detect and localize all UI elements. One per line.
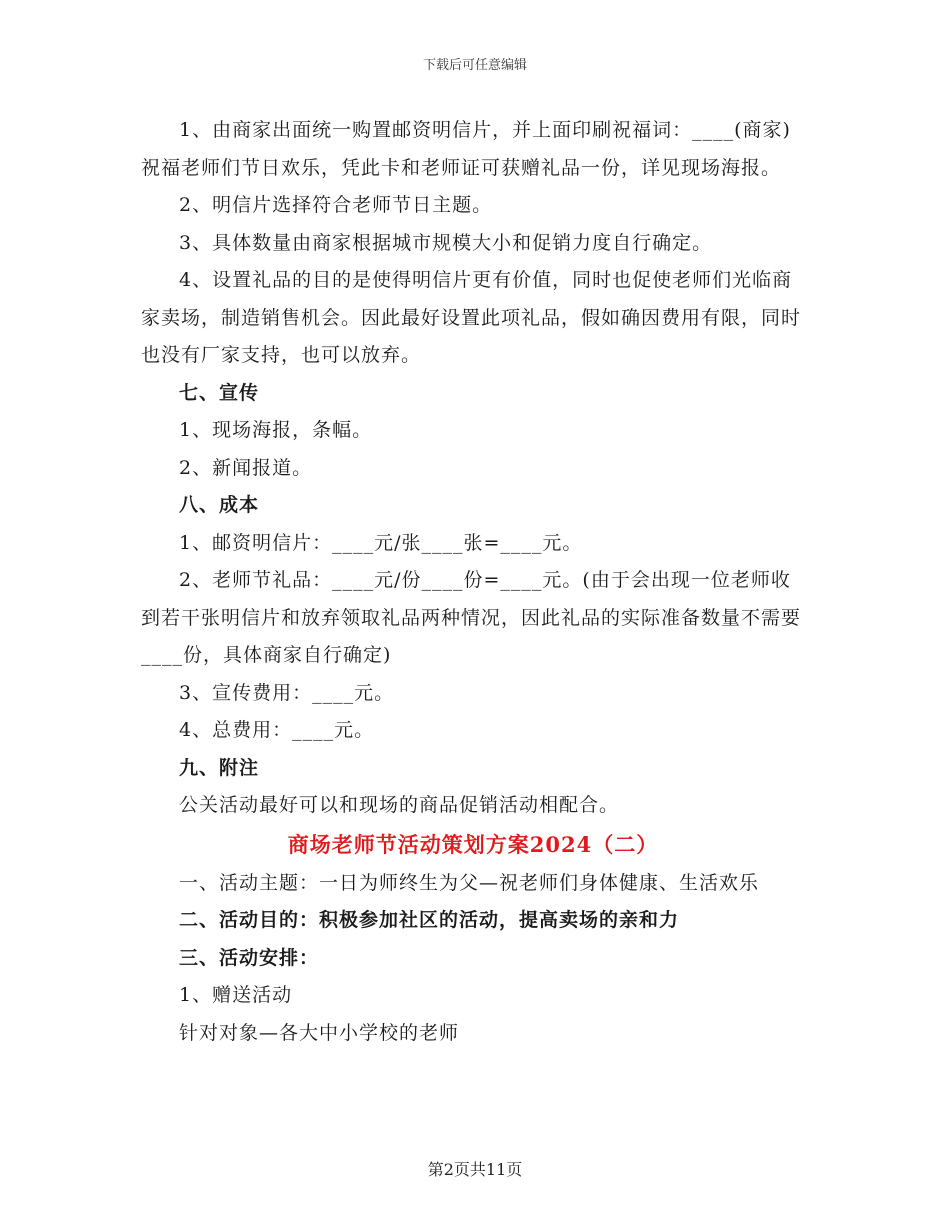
- section-heading: 八、成本: [179, 494, 260, 516]
- paragraph: 1、邮资明信片：____元/张____张=____元。: [179, 531, 583, 554]
- document-body: [141, 112, 805, 1052]
- paragraph: 针对对象—各大中小学校的老师: [179, 1021, 460, 1044]
- paragraph: 2、老师节礼品：____元/份____份=____元。(由于会出现一位老师收到若干张明信片和放弃领取礼品两种情况，因此礼品的实际准备数量不需要____份，具体商家自行确定): [141, 569, 802, 666]
- section-heading: 二、活动目的：积极参加社区的活动，提高卖场的亲和力: [179, 909, 680, 931]
- paragraph: 1、由商家出面统一购置邮资明信片，并上面印刷祝福词：____(商家)祝福老师们节日欢乐，凭此卡和老师证可获赠礼品一份，详见现场海报。: [141, 119, 791, 179]
- paragraph: 2、明信片选择符合老师节日主题。: [179, 194, 493, 216]
- section-heading: 三、活动安排：: [179, 946, 320, 969]
- page-footer: 第2页共11页: [427, 1160, 523, 1179]
- paragraph: 2、新闻报道。: [179, 456, 313, 479]
- section-heading: 九、附注: [179, 756, 260, 779]
- paragraph: 1、赠送活动: [179, 984, 293, 1006]
- section-title: 商场老师节活动策划方案2024（二）: [287, 831, 659, 857]
- section-heading: 七、宣传: [179, 381, 260, 404]
- paragraph: 1、现场海报，条幅。: [179, 419, 373, 441]
- paragraph: 一、活动主题：一日为师终生为父—祝老师们身体健康、生活欢乐: [179, 871, 760, 894]
- page-header: 下载后可任意编辑: [422, 58, 527, 73]
- paragraph: 4、设置礼品的目的是使得明信片更有价值，同时也促使老师们光临商家卖场，制造销售机会。因此最好设置此项礼品，假如确因费用有限，同时也没有厂家支持，也可以放弃。: [141, 269, 802, 366]
- paragraph: 3、具体数量由商家根据城市规模大小和促销力度自行确定。: [179, 231, 713, 254]
- paragraph: 3、宣传费用：____元。: [179, 681, 395, 704]
- paragraph: 公关活动最好可以和现场的商品促销活动相配合。: [179, 794, 620, 816]
- paragraph: 4、总费用：____元。: [179, 719, 375, 741]
